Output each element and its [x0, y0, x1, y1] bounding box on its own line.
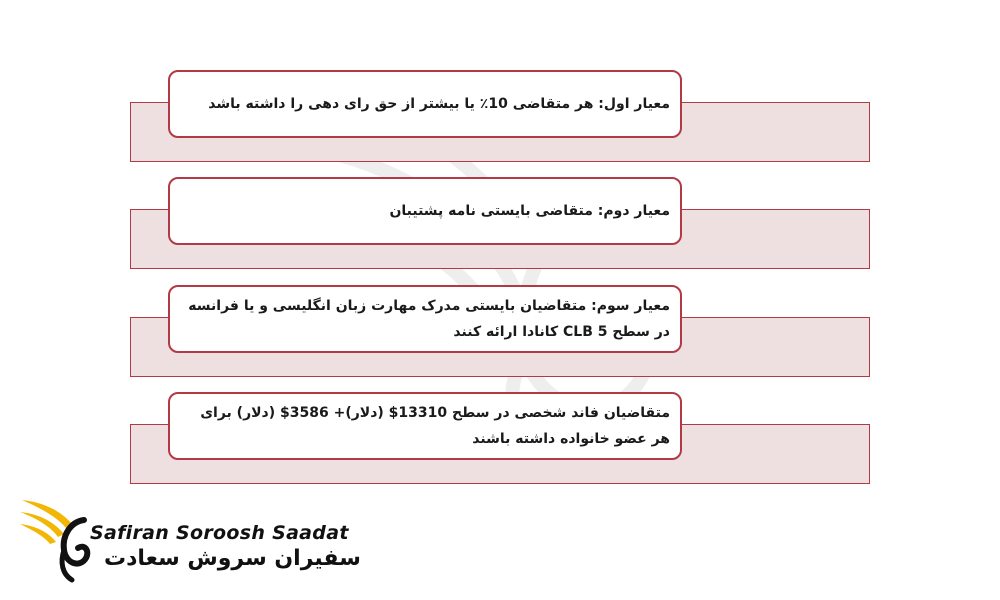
criterion-text-2: معیار دوم: متقاضی بایستی نامه پشتیبان	[389, 203, 670, 219]
criterion-card-1	[168, 70, 682, 138]
criterion-text-1: معیار اول: هر متقاضی 10٪ یا بیشتر از حق رای دهی را داشته باشد	[208, 96, 670, 112]
criterion-row-2	[130, 177, 870, 267]
logo-english-text: Safiran Soroosh Saadat	[90, 522, 349, 544]
criterion-text-3: معیار سوم: متقاضیان بایستی مدرک مهارت زبان انگلیسی و یا فرانسه در سطح CLB 5 کانادا ارائه کنند	[188, 298, 670, 340]
bird-logo-icon	[20, 492, 100, 584]
criterion-row-3	[130, 285, 870, 375]
logo-persian-text: سفیران سروش سعادت	[104, 546, 361, 571]
criterion-text-4: متقاضیان فاند شخصی در سطح 13310$ (دلار)+ 3586$ (دلار) برای هر عضو خانواده داشته باشند	[200, 405, 670, 447]
criterion-card-2	[168, 177, 682, 245]
criterion-row-4	[130, 392, 870, 482]
criterion-card-3	[168, 285, 682, 353]
company-logo	[20, 492, 361, 587]
criterion-row-1	[130, 70, 870, 160]
criterion-card-4	[168, 392, 682, 460]
